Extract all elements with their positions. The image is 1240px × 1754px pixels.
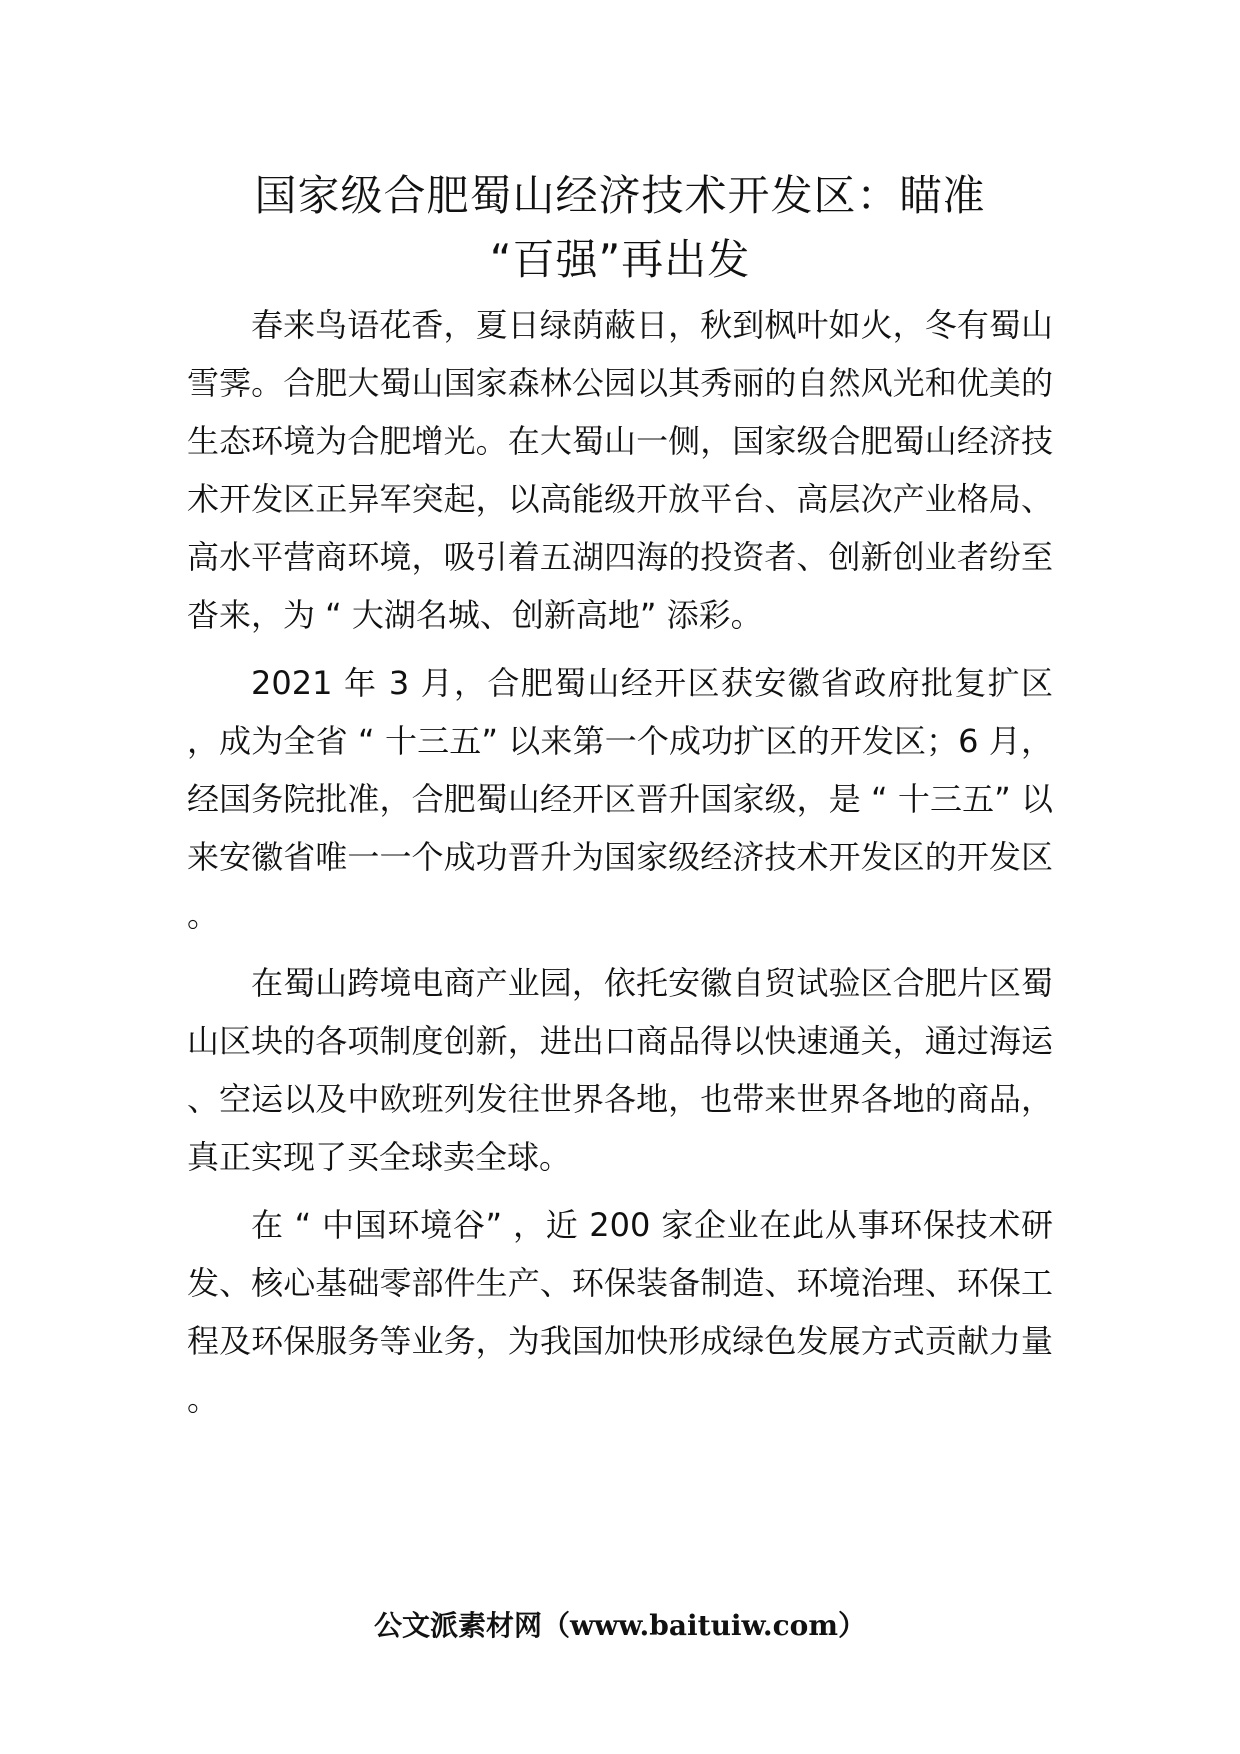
document-title	[150, 164, 1090, 292]
paragraph-1: 春来鸟语花香，夏日绿荫蔽日，秋到枫叶如火，冬有蜀山雪霁。合肥大蜀山国家森林公园以其秀丽的自然风光和优美的生态环境为合肥增光。在大蜀山一侧，国家级合肥蜀山经济技术开发区正异军突起，以高能级开放平台、高层次产业格局、高水平营商环境，吸引着五湖四海的投资者、创新创业者纷至沓来，为 “ 大湖名城、创新高地” 添彩。	[187, 306, 1053, 634]
document-body	[187, 296, 1053, 1438]
paragraph-3: 在蜀山跨境电商产业园，依托安徽自贸试验区合肥片区蜀山区块的各项制度创新，进出口商品得以快速通关，通过海运、空运以及中欧班列发往世界各地，也带来世界各地的商品，真正实现了买全球卖全球。	[187, 964, 1053, 1176]
title-line-1: 国家级合肥蜀山经济技术开发区：瞄准	[254, 171, 986, 220]
paragraph-4: 在 “ 中国环境谷” ，近 200 家企业在此从事环保技术研发、核心基础零部件生产、环保装备制造、环境治理、环保工程及环保服务等业务，为我国加快形成绿色发展方式贡献力量。	[187, 1206, 1053, 1418]
paragraph-2: 2021 年 3 月，合肥蜀山经开区获安徽省政府批复扩区，成为全省 “ 十三五” 以来第一个成功扩区的开发区；6 月，经国务院批准，合肥蜀山经开区晋升国家级，是 “ 十三五” 以来安徽省唯一一个成功晋升为国家级经济技术开发区的开发区。	[187, 664, 1053, 934]
title-line-2: “百强”再出发	[489, 235, 751, 284]
footer-watermark: 公文派素材网（www.baituiw.com）	[374, 1609, 866, 1642]
